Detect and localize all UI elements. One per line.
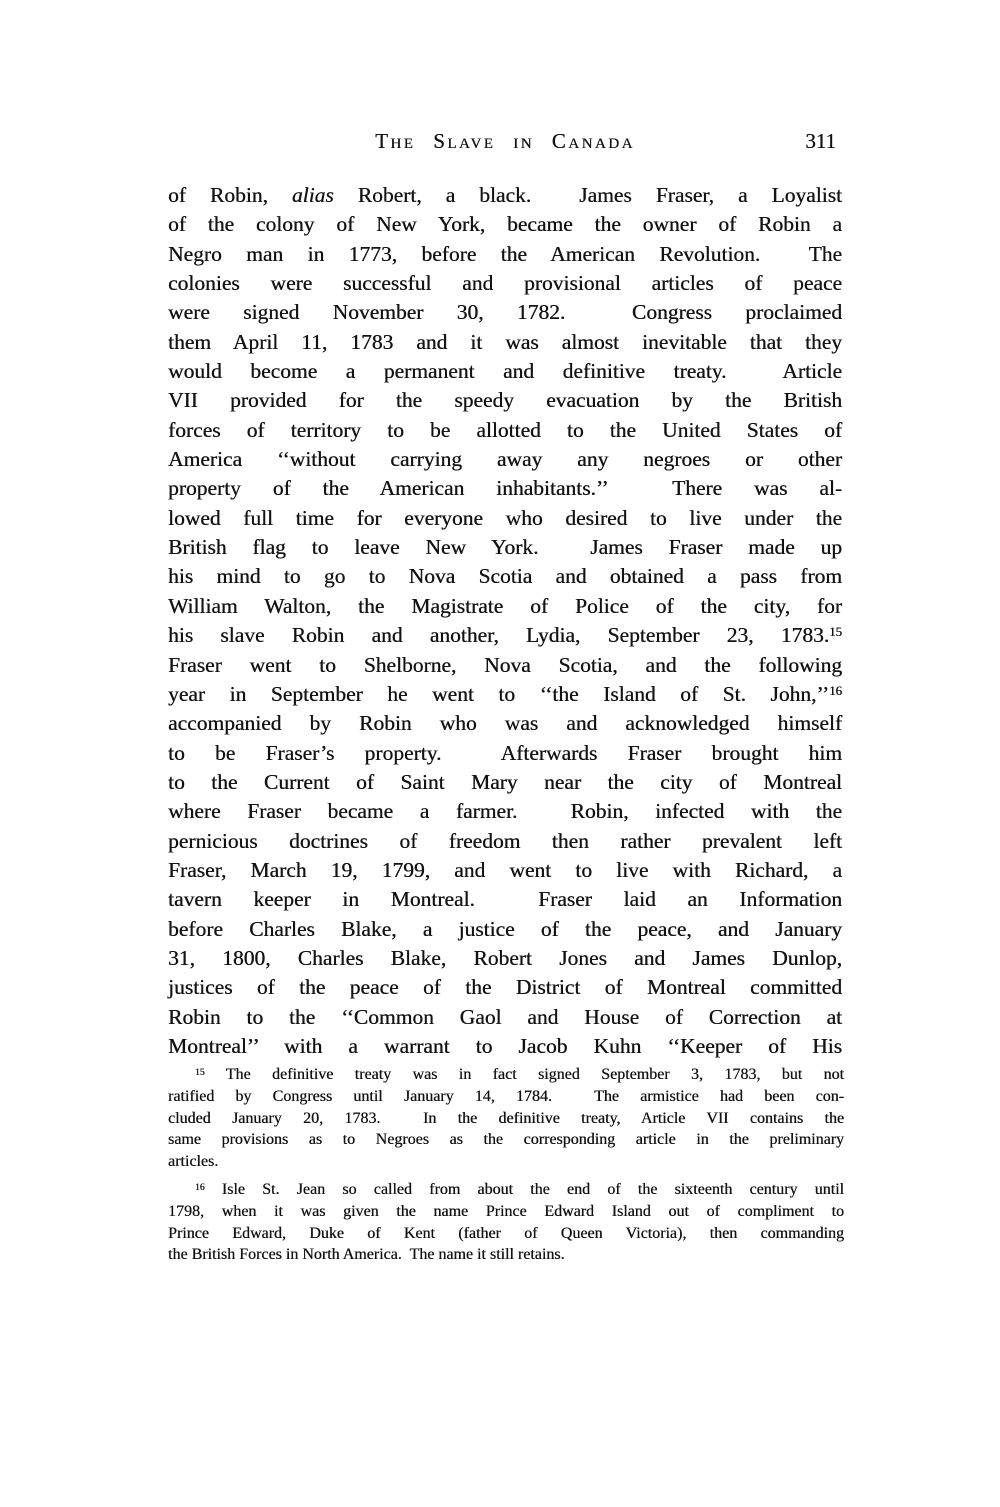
text-line: lowed full time for everyone who desired to live under the: [168, 505, 842, 530]
text-line: articles.: [168, 1153, 219, 1171]
footnote-15: [168, 1064, 844, 1173]
body-text: [168, 181, 842, 1061]
text-line: were signed November 30, 1782. Congress proclaimed: [168, 300, 842, 325]
running-title: The Slave in Canada: [375, 129, 635, 153]
text-line: where Fraser became a farmer. Robin, infected with the: [168, 799, 842, 824]
text-line: them April 11, 1783 and it was almost inevitable that they: [168, 329, 842, 354]
page-header: [168, 129, 842, 157]
text-line: of Robin, alias Robert, a black. James Fraser, a Loyalist: [168, 183, 842, 207]
text-line: accompanied by Robin who was and acknowledged himself: [168, 711, 842, 736]
text-line: Prince Edward, Duke of Kent (father of Queen Victoria), then commanding: [168, 1224, 844, 1242]
footnote-16: [168, 1179, 844, 1266]
text-line: year in September he went to ‘‘the Island of St. John,’’$^{16}$: [168, 681, 842, 706]
text-line: 1798, when it was given the name Prince Edward Island out of compliment to: [168, 1202, 844, 1220]
text-line: pernicious doctrines of freedom then rather prevalent left: [168, 828, 842, 853]
text-line: forces of territory to be allotted to the United States of: [168, 417, 842, 442]
text-line: Fraser went to Shelborne, Nova Scotia, and the following: [168, 652, 842, 677]
text-line: would become a permanent and definitive treaty. Article: [168, 359, 842, 384]
text-line: British flag to leave New York. James Fraser made up: [168, 535, 842, 560]
text-line: to the Current of Saint Mary near the city of Montreal: [168, 769, 842, 794]
text-line: of the colony of New York, became the owner of Robin a: [168, 212, 842, 237]
text-line: ratified by Congress until January 14, 1784. The armistice had been con-: [168, 1087, 844, 1105]
text-line: $^{15}$ The definitive treaty was in fact signed September 3, 1783, but not: [195, 1066, 844, 1083]
text-line: cluded January 20, 1783. In the definitive treaty, Article VII contains the: [168, 1109, 844, 1127]
text-line: Robin to the ‘‘Common Gaol and House of Correction at: [168, 1004, 842, 1029]
page-number: 311: [805, 129, 836, 153]
text-line: Fraser, March 19, 1799, and went to live with Richard, a: [168, 857, 842, 882]
text-line: Negro man in 1773, before the American Revolution. The: [168, 241, 842, 266]
text-line: his slave Robin and another, Lydia, September 23, 1783.15: [168, 623, 842, 648]
text-line: America ‘‘without carrying away any negroes or other: [168, 447, 842, 472]
text-line: the British Forces in North America. The name it still retains.: [168, 1246, 565, 1264]
text-line: before Charles Blake, a justice of the peace, and January: [168, 916, 842, 941]
text-line: Montreal’’ with a warrant to Jacob Kuhn ‘‘Keeper of His: [168, 1033, 842, 1058]
text-line: his mind to go to Nova Scotia and obtained a pass from: [168, 564, 842, 589]
text-line: tavern keeper in Montreal. Fraser laid an Information: [168, 887, 842, 912]
text-line: same provisions as to Negroes as the corresponding article in the preliminary: [168, 1131, 844, 1149]
text-line: VII provided for the speedy evacuation by the British: [168, 388, 842, 413]
text-line: property of the American inhabitants.’’ There was al-: [168, 476, 842, 501]
text-line: William Walton, the Magistrate of Police of the city, for: [168, 593, 842, 618]
footnotes: [168, 1064, 844, 1266]
text-line: to be Fraser’s property. Afterwards Fraser brought him: [168, 740, 842, 765]
text-line: 31, 1800, Charles Blake, Robert Jones and James Dunlop,: [168, 945, 842, 970]
text-line: justices of the peace of the District of Montreal committed: [168, 975, 842, 1000]
text-line: colonies were successful and provisional articles of peace: [168, 271, 842, 296]
text-line: $^{16}$ Isle St. Jean so called from about the end of the sixteenth century until: [195, 1180, 844, 1198]
